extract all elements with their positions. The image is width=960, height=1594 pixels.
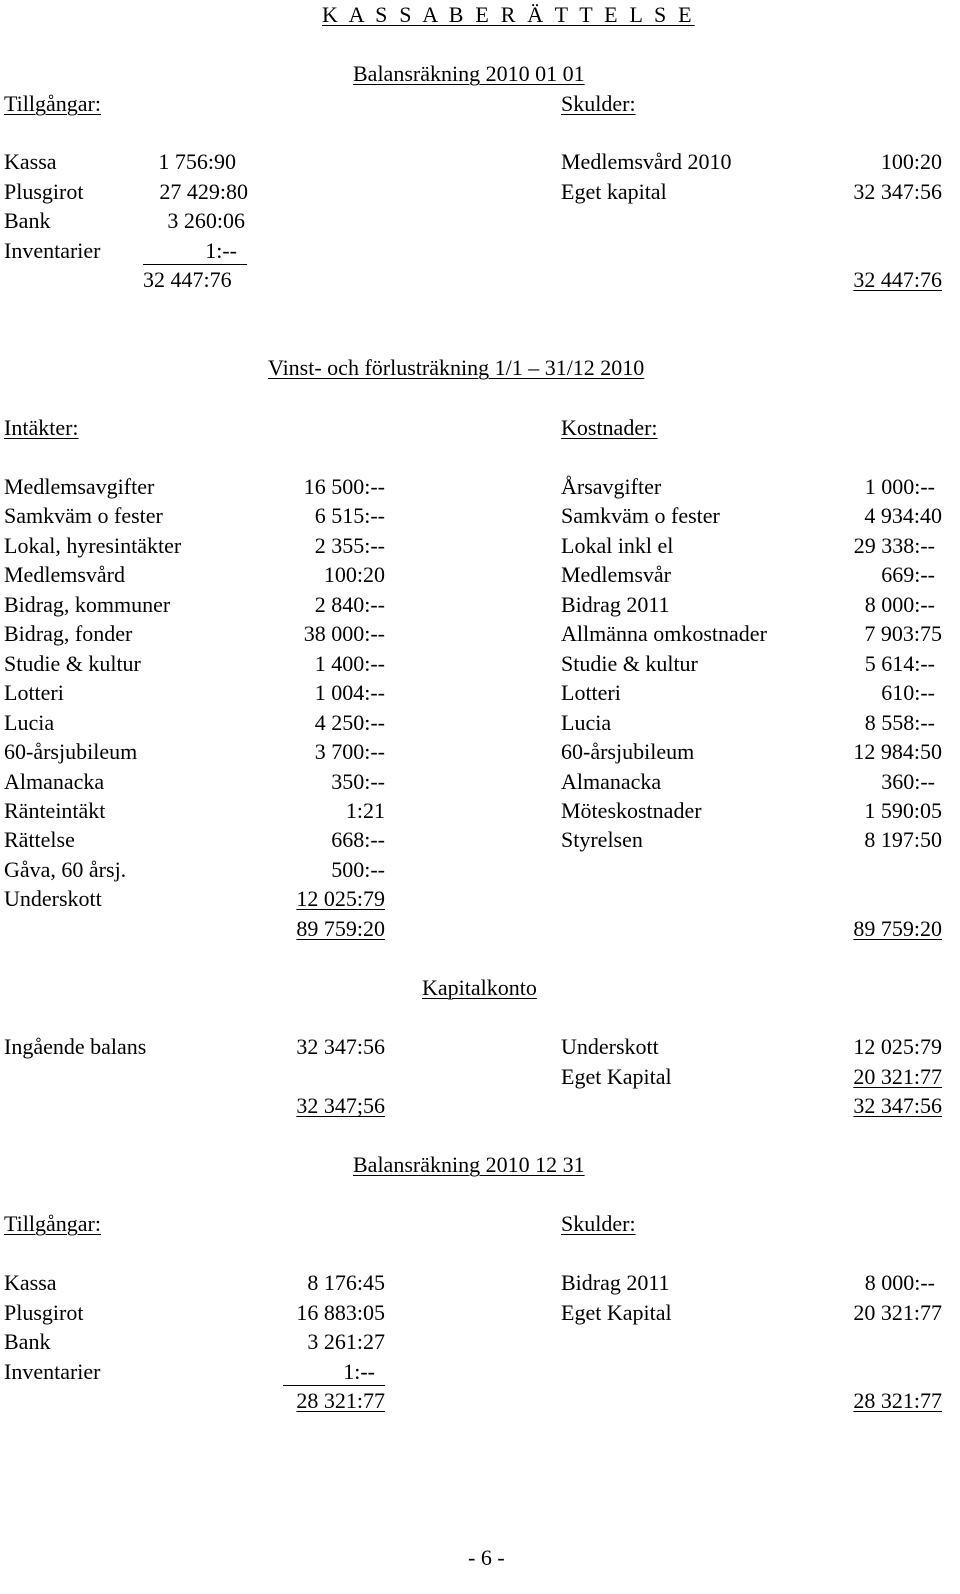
balance-open-heading: Balansräkning 2010 01 01 (353, 61, 585, 86)
income-row-label: Ränteintäkt (4, 798, 106, 823)
asset-label: Bank (4, 208, 51, 233)
income-row-value: 6 515:-- (314, 503, 385, 528)
cost-row-value: 8 197:50 (864, 827, 942, 852)
cost-row-label: Bidrag 2011 (561, 592, 670, 617)
asset-label: Inventarier (4, 1359, 101, 1384)
balance-open-liabilities-label: Skulder: (561, 91, 636, 116)
income-row-value: 38 000:-- (303, 621, 385, 646)
income-total: 89 759:20 (296, 916, 385, 941)
income-row-label: Lokal, hyresintäkter (4, 533, 182, 558)
asset-label: Kassa (4, 149, 57, 174)
income-row-label: Almanacka (4, 769, 105, 794)
capital-account-heading: Kapitalkonto (422, 975, 537, 1000)
capital-right-total: 32 347:56 (853, 1093, 942, 1118)
income-row-value: 12 025:79 (296, 886, 385, 911)
income-row-value: 1 400:-- (314, 651, 385, 676)
cost-total: 89 759:20 (853, 916, 942, 941)
balance-close-liabilities-label: Skulder: (561, 1211, 636, 1236)
asset-value: 1:-- (343, 1359, 375, 1384)
liability-value: 32 347:56 (853, 179, 942, 204)
capital-right-label: Underskott (561, 1034, 659, 1059)
income-row-label: Studie & kultur (4, 651, 141, 676)
asset-label: Inventarier (4, 238, 101, 263)
liability-value: 20 321:77 (853, 1300, 942, 1325)
capital-left-total: 32 347;56 (296, 1093, 385, 1118)
cost-row-label: Lotteri (561, 680, 621, 705)
liability-label: Eget Kapital (561, 1300, 672, 1325)
balance-close-heading: Balansräkning 2010 12 31 (353, 1152, 585, 1177)
liability-value: 100:20 (880, 149, 942, 174)
asset-label: Plusgirot (4, 179, 84, 204)
cost-row-label: Almanacka (561, 769, 662, 794)
income-statement-heading: Vinst- och förlusträkning 1/1 – 31/12 2010 (268, 355, 645, 380)
asset-value: 8 176:45 (307, 1270, 385, 1295)
income-row-value: 668:-- (331, 827, 385, 852)
income-row-value: 1:21 (345, 798, 385, 823)
cost-row-value: 7 903:75 (864, 621, 942, 646)
balance-open-assets-total: 32 447:76 (143, 267, 232, 292)
liability-label: Bidrag 2011 (561, 1270, 670, 1295)
cost-row-label: Styrelsen (561, 827, 643, 852)
sum-rule (143, 264, 247, 265)
cost-row-label: Medlemsvår (561, 562, 671, 587)
sum-rule (283, 1385, 385, 1386)
income-row-label: Rättelse (4, 827, 75, 852)
balance-close-assets-label: Tillgångar: (4, 1211, 101, 1236)
balance-close-liabilities-total: 28 321:77 (853, 1388, 942, 1413)
balance-open-liabilities-total: 32 447:76 (853, 267, 942, 292)
capital-left-value: 32 347:56 (296, 1034, 385, 1059)
income-row-value: 350:-- (331, 769, 385, 794)
income-row-label: Gåva, 60 årsj. (4, 857, 127, 882)
balance-close-assets-total: 28 321:77 (296, 1388, 385, 1413)
cost-row-value: 669:-- (881, 562, 935, 587)
income-row-label: Medlemsvård (4, 562, 125, 587)
page-title: K A S S A B E R Ä T T E L S E (322, 2, 695, 27)
cost-row-label: 60-årsjubileum (561, 739, 695, 764)
liability-value: 8 000:-- (864, 1270, 935, 1295)
cost-row-value: 5 614:-- (864, 651, 935, 676)
cost-row-value: 1 590:05 (864, 798, 942, 823)
income-row-label: Samkväm o fester (4, 503, 163, 528)
income-row-value: 2 840:-- (314, 592, 385, 617)
cost-row-label: Lucia (561, 710, 612, 735)
income-row-value: 4 250:-- (314, 710, 385, 735)
asset-label: Kassa (4, 1270, 57, 1295)
income-label: Intäkter: (4, 415, 79, 440)
income-row-label: Lucia (4, 710, 55, 735)
income-row-label: Bidrag, fonder (4, 621, 133, 646)
income-row-value: 100:20 (323, 562, 385, 587)
income-row-value: 500:-- (331, 857, 385, 882)
cost-row-label: Samkväm o fester (561, 503, 720, 528)
cost-row-value: 1 000:-- (864, 474, 935, 499)
cost-row-label: Studie & kultur (561, 651, 698, 676)
balance-open-assets-label: Tillgångar: (4, 91, 101, 116)
asset-label: Bank (4, 1329, 51, 1354)
income-row-value: 16 500:-- (303, 474, 385, 499)
cost-row-label: Årsavgifter (561, 474, 662, 499)
cost-label: Kostnader: (561, 415, 658, 440)
asset-value: 1 756:90 (158, 149, 236, 174)
cost-row-label: Möteskostnader (561, 798, 702, 823)
asset-label: Plusgirot (4, 1300, 84, 1325)
page-number: - 6 - (468, 1545, 505, 1570)
liability-label: Medlemsvård 2010 (561, 149, 732, 174)
income-row-label: Underskott (4, 886, 102, 911)
cost-row-value: 4 934:40 (864, 503, 942, 528)
income-row-value: 1 004:-- (314, 680, 385, 705)
asset-value: 3 260:06 (167, 208, 245, 233)
capital-right-label: Eget Kapital (561, 1064, 672, 1089)
cost-row-value: 29 338:-- (853, 533, 935, 558)
capital-right-value: 12 025:79 (853, 1034, 942, 1059)
income-row-label: 60-årsjubileum (4, 739, 138, 764)
cost-row-value: 360:-- (881, 769, 935, 794)
asset-value: 3 261:27 (307, 1329, 385, 1354)
capital-right-value: 20 321:77 (853, 1064, 942, 1089)
asset-value: 16 883:05 (296, 1300, 385, 1325)
income-row-label: Medlemsavgifter (4, 474, 155, 499)
cost-row-value: 12 984:50 (853, 739, 942, 764)
cost-row-value: 610:-- (881, 680, 935, 705)
cost-row-value: 8 558:-- (864, 710, 935, 735)
income-row-value: 3 700:-- (314, 739, 385, 764)
income-row-value: 2 355:-- (314, 533, 385, 558)
income-row-label: Bidrag, kommuner (4, 592, 171, 617)
capital-left-label: Ingående balans (4, 1034, 147, 1059)
asset-value: 1:-- (205, 238, 237, 263)
cost-row-label: Lokal inkl el (561, 533, 674, 558)
cost-row-value: 8 000:-- (864, 592, 935, 617)
asset-value: 27 429:80 (159, 179, 248, 204)
income-row-label: Lotteri (4, 680, 64, 705)
cost-row-label: Allmänna omkostnader (561, 621, 767, 646)
liability-label: Eget kapital (561, 179, 667, 204)
